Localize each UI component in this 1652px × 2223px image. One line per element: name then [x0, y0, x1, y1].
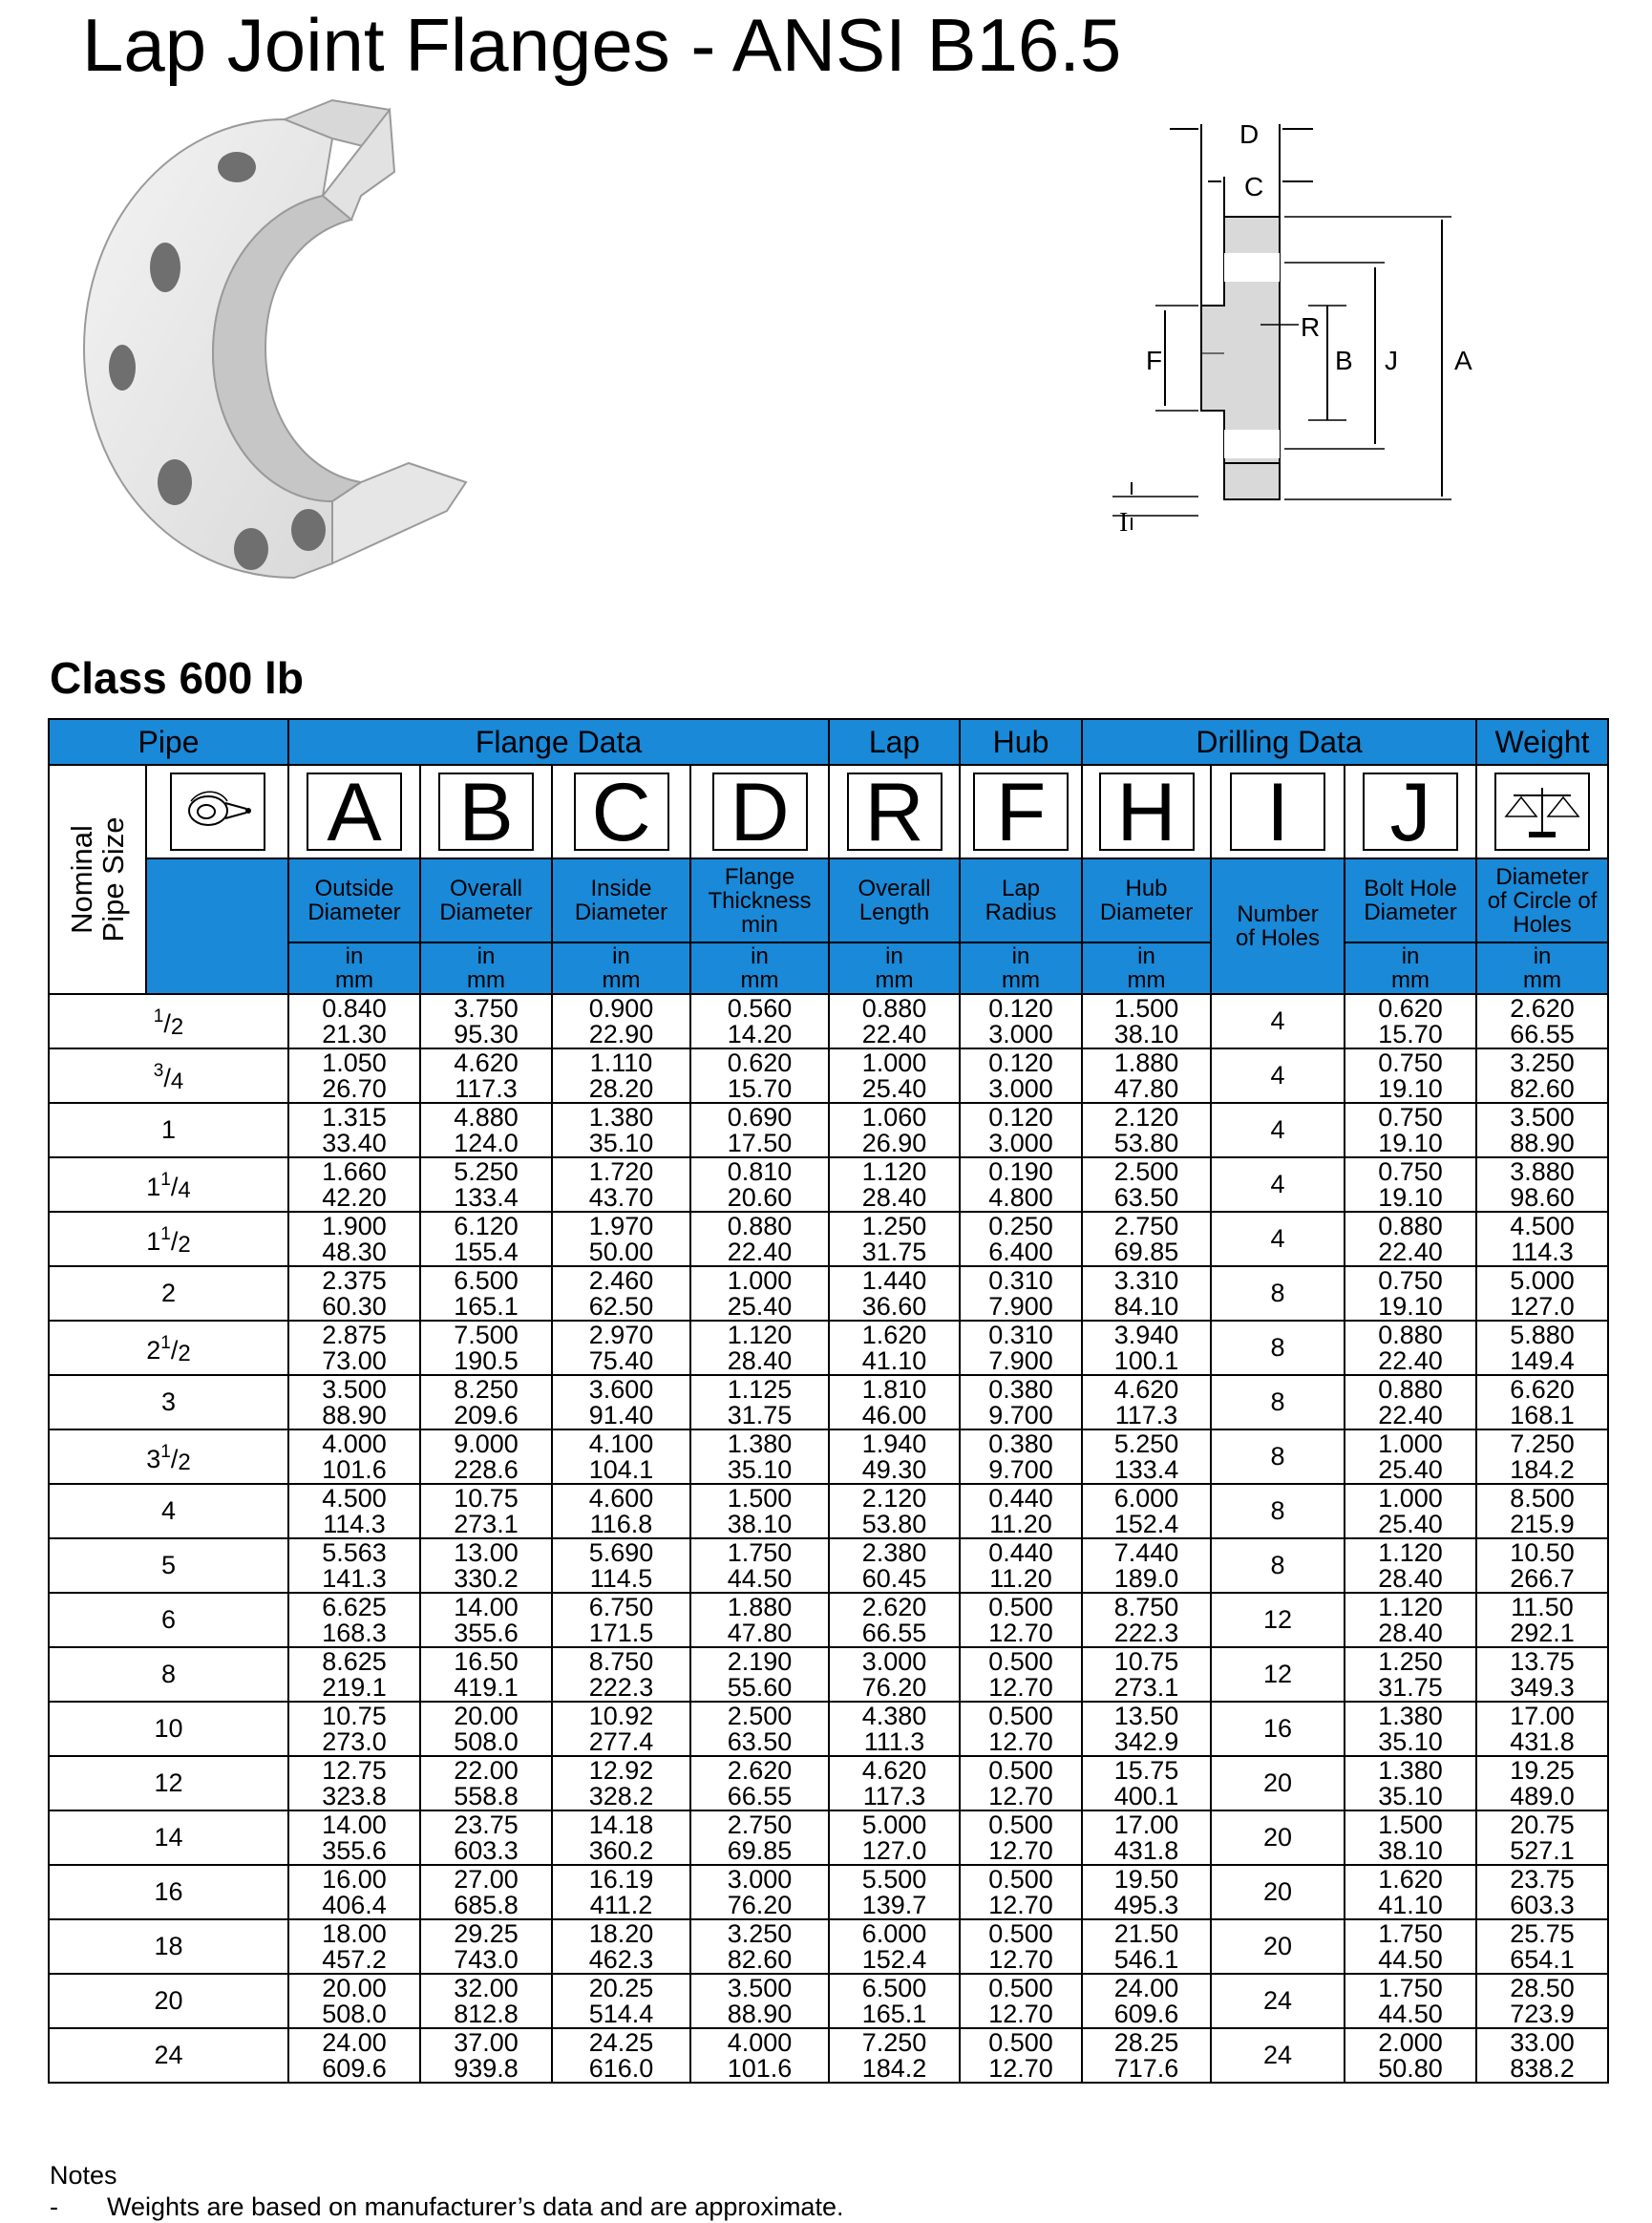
cell-holes: 20 [1211, 1810, 1345, 1865]
table-row [49, 1212, 1608, 1266]
cell-a: 37.00 939.8 [420, 2028, 552, 2083]
cell-od: 4.500 114.3 [288, 1484, 420, 1538]
cell-c: 3.500 88.90 [690, 1974, 829, 2028]
unit-cell: in mm [1082, 942, 1211, 994]
cell-j: 28.50 723.9 [1476, 1974, 1608, 2028]
cell-f: 15.75 400.1 [1082, 1756, 1211, 1810]
cell-d: 2.120 53.80 [829, 1484, 960, 1538]
cell-f: 6.000 152.4 [1082, 1484, 1211, 1538]
table-row [49, 1702, 1608, 1756]
cell-j: 10.50 266.7 [1476, 1538, 1608, 1593]
cell-d: 4.380 111.3 [829, 1702, 960, 1756]
cell-d: 3.000 76.20 [829, 1647, 960, 1702]
cell-j: 6.620 168.1 [1476, 1375, 1608, 1429]
cell-f: 28.25 717.6 [1082, 2028, 1211, 2083]
cell-j: 5.880 149.4 [1476, 1321, 1608, 1375]
unit-cell: in mm [829, 942, 960, 994]
cell-holes: 24 [1211, 1974, 1345, 2028]
cell-holes: 8 [1211, 1538, 1345, 1593]
cell-b: 20.25 514.4 [552, 1974, 690, 2028]
table-row [49, 1865, 1608, 1919]
unit-cell: in mm [420, 942, 552, 994]
nps-cell: 20 [49, 1974, 288, 2028]
desc-hub-diameter: Hub Diameter [1082, 858, 1211, 942]
cell-od: 5.563 141.3 [288, 1538, 420, 1593]
cell-r: 0.120 3.000 [960, 1048, 1082, 1103]
cell-d: 6.000 152.4 [829, 1919, 960, 1974]
cell-j: 3.250 82.60 [1476, 1048, 1608, 1103]
group-lap: Lap [829, 719, 960, 765]
cell-r: 0.310 7.900 [960, 1321, 1082, 1375]
cell-b: 1.720 43.70 [552, 1157, 690, 1212]
cell-f: 3.310 84.10 [1082, 1266, 1211, 1321]
cell-od: 2.375 60.30 [288, 1266, 420, 1321]
cell-a: 16.50 419.1 [420, 1647, 552, 1702]
cell-f: 1.880 47.80 [1082, 1048, 1211, 1103]
cell-j: 4.500 114.3 [1476, 1212, 1608, 1266]
cell-r: 0.310 7.900 [960, 1266, 1082, 1321]
cell-holes: 8 [1211, 1375, 1345, 1429]
cell-d: 1.060 26.90 [829, 1103, 960, 1157]
table-row [49, 1756, 1608, 1810]
cell-c: 1.120 28.40 [690, 1321, 829, 1375]
cell-od: 24.00 609.6 [288, 2028, 420, 2083]
cell-b: 14.18 360.2 [552, 1810, 690, 1865]
flange-section-diagram [1089, 105, 1547, 630]
cell-i: 0.880 22.40 [1345, 1375, 1476, 1429]
symbol-d: D [712, 773, 808, 851]
cell-f: 24.00 609.6 [1082, 1974, 1211, 2028]
cell-r: 0.500 12.70 [960, 1810, 1082, 1865]
cell-j: 3.500 88.90 [1476, 1103, 1608, 1157]
cell-j: 11.50 292.1 [1476, 1593, 1608, 1647]
table-row [49, 1919, 1608, 1974]
cell-d: 2.380 60.45 [829, 1538, 960, 1593]
group-pipe: Pipe [49, 719, 288, 765]
cell-b: 12.92 328.2 [552, 1756, 690, 1810]
cell-r: 0.500 12.70 [960, 1865, 1082, 1919]
cell-c: 3.000 76.20 [690, 1865, 829, 1919]
cell-d: 2.620 66.55 [829, 1593, 960, 1647]
cell-c: 0.560 14.20 [690, 994, 829, 1048]
cell-od: 18.00 457.2 [288, 1919, 420, 1974]
symbol-b: B [438, 773, 534, 851]
cell-i: 1.120 28.40 [1345, 1593, 1476, 1647]
page-title: Lap Joint Flanges - ANSI B16.5 [82, 3, 1122, 87]
table-row [49, 1647, 1608, 1702]
cell-od: 1.050 26.70 [288, 1048, 420, 1103]
nps-cell: $1^1/_4$ [49, 1157, 288, 1212]
cell-holes: 20 [1211, 1865, 1345, 1919]
cell-f: 2.750 69.85 [1082, 1212, 1211, 1266]
nps-cell: 24 [49, 2028, 288, 2083]
nps-cell: 12 [49, 1756, 288, 1810]
symbol-a: A [307, 773, 402, 851]
table-row [49, 1321, 1608, 1375]
nps-cell: 8 [49, 1647, 288, 1702]
cell-a: 6.120 155.4 [420, 1212, 552, 1266]
table-row [49, 1429, 1608, 1484]
cell-holes: 8 [1211, 1429, 1345, 1484]
nps-cell: $3^1/_2$ [49, 1429, 288, 1484]
nps-label: Nominal Pipe Size [50, 766, 146, 993]
cell-i: 0.750 19.10 [1345, 1266, 1476, 1321]
pipe-icon [170, 773, 265, 851]
cell-c: 1.380 35.10 [690, 1429, 829, 1484]
cell-b: 16.19 411.2 [552, 1865, 690, 1919]
cell-j: 8.500 215.9 [1476, 1484, 1608, 1538]
notes [50, 2160, 843, 2223]
unit-cell: in mm [690, 942, 829, 994]
symbol-r: R [847, 773, 942, 851]
cell-b: 0.900 22.90 [552, 994, 690, 1048]
cell-j: 23.75 603.3 [1476, 1865, 1608, 1919]
class-title: Class 600 lb [50, 653, 304, 703]
cell-a: 10.75 273.1 [420, 1484, 552, 1538]
cell-i: 1.500 38.10 [1345, 1810, 1476, 1865]
cell-holes: 20 [1211, 1919, 1345, 1974]
label-r: R [1301, 312, 1321, 342]
cell-r: 0.250 6.400 [960, 1212, 1082, 1266]
label-j: J [1385, 346, 1398, 375]
cell-i: 1.750 44.50 [1345, 1974, 1476, 2028]
cell-j: 20.75 527.1 [1476, 1810, 1608, 1865]
table-row [49, 1375, 1608, 1429]
cell-holes: 8 [1211, 1484, 1345, 1538]
cell-od: 1.660 42.20 [288, 1157, 420, 1212]
cell-d: 1.940 49.30 [829, 1429, 960, 1484]
cell-f: 8.750 222.3 [1082, 1593, 1211, 1647]
cell-od: 1.315 33.40 [288, 1103, 420, 1157]
cell-od: 14.00 355.6 [288, 1810, 420, 1865]
table-row [49, 1974, 1608, 2028]
nps-cell: 5 [49, 1538, 288, 1593]
nps-cell: $^3/_4$ [49, 1048, 288, 1103]
cell-d: 1.810 46.00 [829, 1375, 960, 1429]
nps-header [49, 765, 288, 994]
desc-lap-radius: Lap Radius [960, 858, 1082, 942]
cell-od: 20.00 508.0 [288, 1974, 420, 2028]
desc-overall-diameter: Overall Diameter [420, 858, 552, 942]
cell-j: 33.00 838.2 [1476, 2028, 1608, 2083]
cell-i: 0.620 15.70 [1345, 994, 1476, 1048]
cell-d: 1.120 28.40 [829, 1157, 960, 1212]
cell-c: 3.250 82.60 [690, 1919, 829, 1974]
cell-r: 0.500 12.70 [960, 1593, 1082, 1647]
table-row [49, 1484, 1608, 1538]
nps-cell: 16 [49, 1865, 288, 1919]
cell-i: 1.120 28.40 [1345, 1538, 1476, 1593]
cell-holes: 12 [1211, 1593, 1345, 1647]
cell-i: 0.750 19.10 [1345, 1048, 1476, 1103]
cell-c: 0.690 17.50 [690, 1103, 829, 1157]
nps-cell: 3 [49, 1375, 288, 1429]
cell-c: 1.000 25.40 [690, 1266, 829, 1321]
cell-b: 4.100 104.1 [552, 1429, 690, 1484]
cell-a: 7.500 190.5 [420, 1321, 552, 1375]
cell-b: 4.600 116.8 [552, 1484, 690, 1538]
cell-holes: 4 [1211, 1048, 1345, 1103]
nps-cell: $^1/_2$ [49, 994, 288, 1048]
cell-i: 2.000 50.80 [1345, 2028, 1476, 2083]
label-b: B [1335, 346, 1353, 375]
cell-j: 19.25 489.0 [1476, 1756, 1608, 1810]
nps-cell: 1 [49, 1103, 288, 1157]
cell-c: 2.190 55.60 [690, 1647, 829, 1702]
cell-d: 5.500 139.7 [829, 1865, 960, 1919]
cell-r: 0.190 4.800 [960, 1157, 1082, 1212]
cell-j: 5.000 127.0 [1476, 1266, 1608, 1321]
cell-i: 0.750 19.10 [1345, 1103, 1476, 1157]
cell-i: 0.750 19.10 [1345, 1157, 1476, 1212]
nps-cell: 6 [49, 1593, 288, 1647]
group-weight: Weight [1476, 719, 1608, 765]
cell-f: 1.500 38.10 [1082, 994, 1211, 1048]
cell-od: 6.625 168.3 [288, 1593, 420, 1647]
cell-r: 0.380 9.700 [960, 1375, 1082, 1429]
notes-heading: Notes [50, 2161, 117, 2190]
cell-f: 10.75 273.1 [1082, 1647, 1211, 1702]
flange-spec-table [48, 718, 1609, 2084]
cell-i: 1.750 44.50 [1345, 1919, 1476, 1974]
cell-i: 0.880 22.40 [1345, 1321, 1476, 1375]
cell-a: 5.250 133.4 [420, 1157, 552, 1212]
table-row [49, 994, 1608, 1048]
cell-b: 1.970 50.00 [552, 1212, 690, 1266]
cell-holes: 8 [1211, 1266, 1345, 1321]
cell-f: 4.620 117.3 [1082, 1375, 1211, 1429]
cell-d: 1.620 41.10 [829, 1321, 960, 1375]
cell-holes: 4 [1211, 1103, 1345, 1157]
cell-c: 2.750 69.85 [690, 1810, 829, 1865]
cell-c: 4.000 101.6 [690, 2028, 829, 2083]
cell-r: 0.500 12.70 [960, 2028, 1082, 2083]
cell-r: 0.500 12.70 [960, 1702, 1082, 1756]
cell-r: 0.120 3.000 [960, 994, 1082, 1048]
group-flange-data: Flange Data [288, 719, 829, 765]
cell-j: 17.00 431.8 [1476, 1702, 1608, 1756]
cell-a: 20.00 508.0 [420, 1702, 552, 1756]
cell-a: 4.620 117.3 [420, 1048, 552, 1103]
desc-bolt-hole-diameter: Bolt Hole Diameter [1345, 858, 1476, 942]
cell-j: 2.620 66.55 [1476, 994, 1608, 1048]
symbol-h: H [1099, 773, 1195, 851]
nps-cell: 4 [49, 1484, 288, 1538]
table-row [49, 1593, 1608, 1647]
label-a: A [1454, 346, 1472, 375]
cell-i: 1.250 31.75 [1345, 1647, 1476, 1702]
table-row [49, 1810, 1608, 1865]
label-i: I [1119, 508, 1129, 538]
cell-r: 0.380 9.700 [960, 1429, 1082, 1484]
cell-i: 1.380 35.10 [1345, 1702, 1476, 1756]
cell-od: 4.000 101.6 [288, 1429, 420, 1484]
label-f: F [1146, 346, 1163, 375]
cell-c: 0.880 22.40 [690, 1212, 829, 1266]
cell-holes: 24 [1211, 2028, 1345, 2083]
note-item: - Weights are based on manufacturer’s data and are approximate. [50, 2192, 844, 2221]
cell-b: 1.380 35.10 [552, 1103, 690, 1157]
cell-holes: 4 [1211, 1157, 1345, 1212]
cell-i: 1.000 25.40 [1345, 1484, 1476, 1538]
desc-circle-of-holes: Diameter of Circle of Holes [1476, 858, 1608, 942]
cell-b: 18.20 462.3 [552, 1919, 690, 1974]
cell-c: 0.810 20.60 [690, 1157, 829, 1212]
nps-cell: $2^1/_2$ [49, 1321, 288, 1375]
cell-b: 2.460 62.50 [552, 1266, 690, 1321]
cell-d: 1.000 25.40 [829, 1048, 960, 1103]
cell-d: 6.500 165.1 [829, 1974, 960, 2028]
desc-number-of-holes: Number of Holes [1211, 858, 1345, 994]
cell-b: 6.750 171.5 [552, 1593, 690, 1647]
cell-f: 13.50 342.9 [1082, 1702, 1211, 1756]
nps-cell: $1^1/_2$ [49, 1212, 288, 1266]
cell-c: 1.880 47.80 [690, 1593, 829, 1647]
table-row [49, 2028, 1608, 2083]
desc-inside-diameter: Inside Diameter [552, 858, 690, 942]
unit-cell: in mm [1476, 942, 1608, 994]
cell-a: 27.00 685.8 [420, 1865, 552, 1919]
cell-d: 7.250 184.2 [829, 2028, 960, 2083]
cell-f: 2.120 53.80 [1082, 1103, 1211, 1157]
cell-od: 0.840 21.30 [288, 994, 420, 1048]
group-hub: Hub [960, 719, 1082, 765]
cell-od: 3.500 88.90 [288, 1375, 420, 1429]
nps-cell: 14 [49, 1810, 288, 1865]
cell-c: 1.500 38.10 [690, 1484, 829, 1538]
cell-a: 22.00 558.8 [420, 1756, 552, 1810]
cell-b: 5.690 114.5 [552, 1538, 690, 1593]
group-drilling-data: Drilling Data [1082, 719, 1476, 765]
cell-a: 4.880 124.0 [420, 1103, 552, 1157]
cell-a: 13.00 330.2 [420, 1538, 552, 1593]
cell-r: 0.500 12.70 [960, 1974, 1082, 2028]
cell-od: 8.625 219.1 [288, 1647, 420, 1702]
cell-f: 19.50 495.3 [1082, 1865, 1211, 1919]
cell-holes: 8 [1211, 1321, 1345, 1375]
cell-holes: 12 [1211, 1647, 1345, 1702]
label-c: C [1244, 172, 1264, 201]
cell-f: 17.00 431.8 [1082, 1810, 1211, 1865]
cell-f: 3.940 100.1 [1082, 1321, 1211, 1375]
symbol-j: J [1363, 773, 1458, 851]
symbol-f: F [973, 773, 1069, 851]
cell-c: 1.750 44.50 [690, 1538, 829, 1593]
symbol-i: I [1230, 773, 1325, 851]
flange-illustration [46, 81, 604, 621]
table-row [49, 1538, 1608, 1593]
cell-r: 0.440 11.20 [960, 1538, 1082, 1593]
cell-holes: 16 [1211, 1702, 1345, 1756]
table-body [49, 994, 1608, 2083]
cell-b: 8.750 222.3 [552, 1647, 690, 1702]
cell-od: 2.875 73.00 [288, 1321, 420, 1375]
cell-f: 7.440 189.0 [1082, 1538, 1211, 1593]
cell-holes: 4 [1211, 1212, 1345, 1266]
cell-r: 0.500 12.70 [960, 1647, 1082, 1702]
nps-cell: 2 [49, 1266, 288, 1321]
table-row [49, 1157, 1608, 1212]
cell-a: 6.500 165.1 [420, 1266, 552, 1321]
cell-b: 10.92 277.4 [552, 1702, 690, 1756]
table-row [49, 1266, 1608, 1321]
cell-i: 1.620 41.10 [1345, 1865, 1476, 1919]
cell-holes: 4 [1211, 994, 1345, 1048]
unit-cell: in mm [960, 942, 1082, 994]
cell-d: 1.250 31.75 [829, 1212, 960, 1266]
cell-f: 5.250 133.4 [1082, 1429, 1211, 1484]
cell-f: 21.50 546.1 [1082, 1919, 1211, 1974]
desc-overall-length: Overall Length [829, 858, 960, 942]
cell-c: 2.500 63.50 [690, 1702, 829, 1756]
scale-icon [1494, 773, 1590, 851]
cell-c: 2.620 66.55 [690, 1756, 829, 1810]
cell-a: 8.250 209.6 [420, 1375, 552, 1429]
desc-flange-thickness: Flange Thickness min [690, 858, 829, 942]
cell-j: 7.250 184.2 [1476, 1429, 1608, 1484]
symbol-c: C [574, 773, 669, 851]
cell-i: 0.880 22.40 [1345, 1212, 1476, 1266]
cell-r: 0.500 12.70 [960, 1919, 1082, 1974]
cell-r: 0.500 12.70 [960, 1756, 1082, 1810]
cell-f: 2.500 63.50 [1082, 1157, 1211, 1212]
cell-od: 16.00 406.4 [288, 1865, 420, 1919]
table-row [49, 1103, 1608, 1157]
cell-b: 24.25 616.0 [552, 2028, 690, 2083]
nps-cell: 10 [49, 1702, 288, 1756]
cell-r: 0.120 3.000 [960, 1103, 1082, 1157]
label-d: D [1239, 119, 1260, 149]
cell-b: 3.600 91.40 [552, 1375, 690, 1429]
unit-cell: in mm [288, 942, 420, 994]
cell-d: 1.440 36.60 [829, 1266, 960, 1321]
cell-c: 1.125 31.75 [690, 1375, 829, 1429]
cell-od: 10.75 273.0 [288, 1702, 420, 1756]
cell-d: 5.000 127.0 [829, 1810, 960, 1865]
cell-b: 1.110 28.20 [552, 1048, 690, 1103]
table-row [49, 1048, 1608, 1103]
cell-j: 3.880 98.60 [1476, 1157, 1608, 1212]
cell-i: 1.380 35.10 [1345, 1756, 1476, 1810]
cell-holes: 20 [1211, 1756, 1345, 1810]
cell-j: 25.75 654.1 [1476, 1919, 1608, 1974]
cell-a: 23.75 603.3 [420, 1810, 552, 1865]
desc-outside-diameter: Outside Diameter [288, 858, 420, 942]
cell-a: 14.00 355.6 [420, 1593, 552, 1647]
cell-d: 4.620 117.3 [829, 1756, 960, 1810]
cell-a: 32.00 812.8 [420, 1974, 552, 2028]
cell-b: 2.970 75.40 [552, 1321, 690, 1375]
unit-cell: in mm [1345, 942, 1476, 994]
nps-cell: 18 [49, 1919, 288, 1974]
cell-c: 0.620 15.70 [690, 1048, 829, 1103]
cell-od: 1.900 48.30 [288, 1212, 420, 1266]
cell-a: 3.750 95.30 [420, 994, 552, 1048]
cell-i: 1.000 25.40 [1345, 1429, 1476, 1484]
cell-r: 0.440 11.20 [960, 1484, 1082, 1538]
cell-d: 0.880 22.40 [829, 994, 960, 1048]
cell-od: 12.75 323.8 [288, 1756, 420, 1810]
unit-cell: in mm [552, 942, 690, 994]
cell-a: 9.000 228.6 [420, 1429, 552, 1484]
cell-a: 29.25 743.0 [420, 1919, 552, 1974]
cell-j: 13.75 349.3 [1476, 1647, 1608, 1702]
